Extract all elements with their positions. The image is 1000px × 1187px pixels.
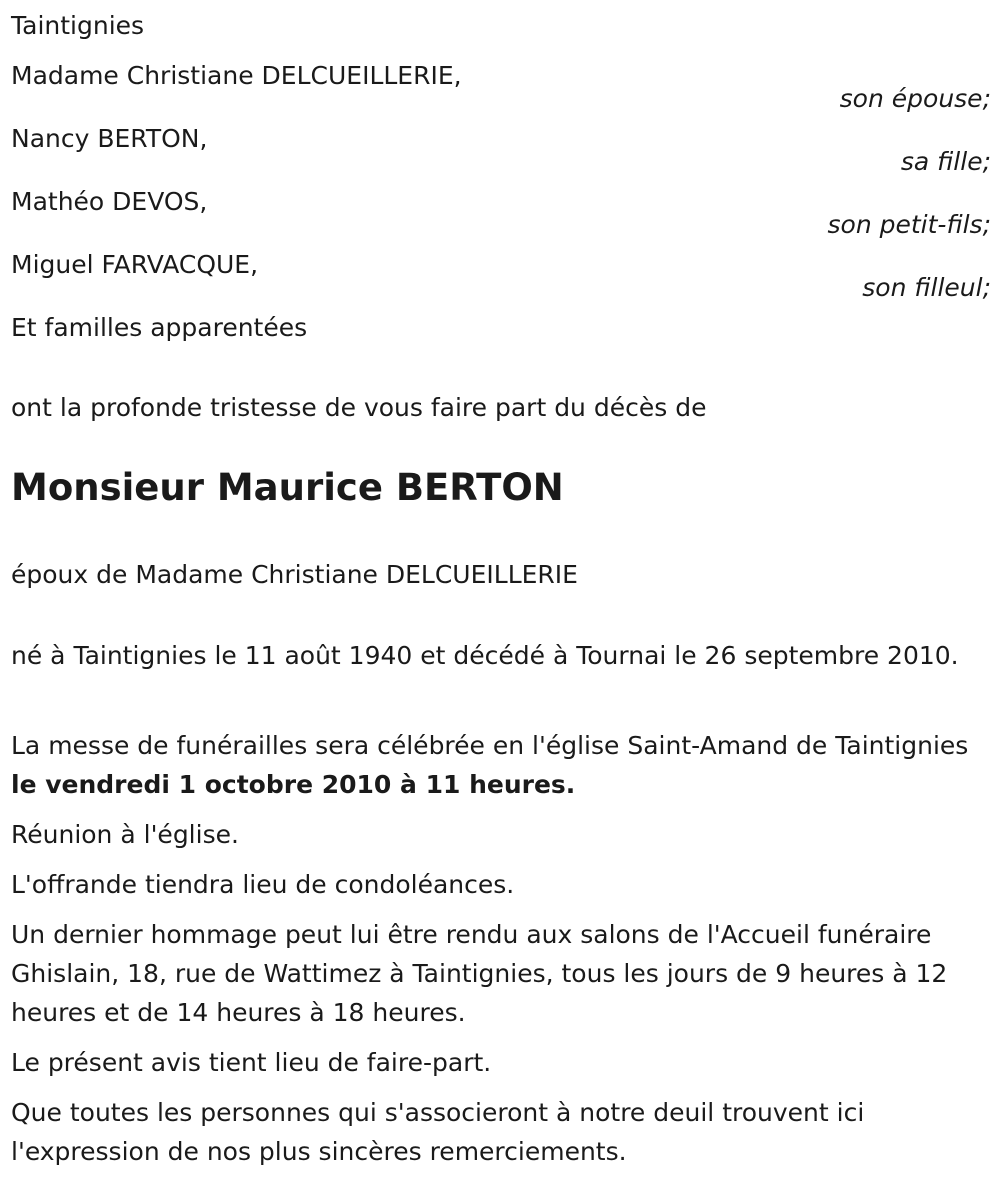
deceased-name: Monsieur Maurice BERTON [11,466,564,509]
family-member-relation: son petit-fils; [827,210,991,239]
mass-location: La messe de funérailles sera célébrée en l'église Saint-Amand de Taintignies [11,731,969,760]
town-name: Taintignies [11,11,145,40]
mass-date: le vendredi 1 octobre 2010 à 11 heures. [11,770,576,799]
funeral-mass-text [11,726,986,804]
family-member-name: Mathéo DEVOS, [11,187,208,216]
spouse-line: époux de Madame Christiane DELCUEILLERIE [11,560,578,589]
thanks-text: Que toutes les personnes qui s'associeront à notre deuil trouvent ici l'expression de nos plus sincères remerciements. [11,1098,865,1166]
meeting-text: Réunion à l'église. [11,820,239,849]
family-member-relation: sa fille; [900,147,991,176]
offering-text: L'offrande tiendra lieu de condoléances. [11,870,515,899]
family-member-name: Miguel FARVACQUE, [11,250,259,279]
birth-death-text: né à Taintignies le 11 août 1940 et décédé à Tournai le 26 septembre 2010. [11,641,959,670]
announcement-text: ont la profonde tristesse de vous faire part du décès de [11,393,707,422]
family-member-name: Madame Christiane DELCUEILLERIE, [11,61,462,90]
notice-text: Le présent avis tient lieu de faire-part. [11,1048,492,1077]
family-member-relation: son épouse; [839,84,991,113]
family-member-name: Nancy BERTON, [11,124,208,153]
homage-text: Un dernier hommage peut lui être rendu aux salons de l'Accueil funéraire Ghislain, 18, rue de Wattimez à Taintignies, tous les jours de 9 heures à 12 heures et de 14 heures à 18 heures. [11,920,948,1027]
family-member-relation: son filleul; [862,273,991,302]
families-line: Et familles apparentées [11,313,308,342]
